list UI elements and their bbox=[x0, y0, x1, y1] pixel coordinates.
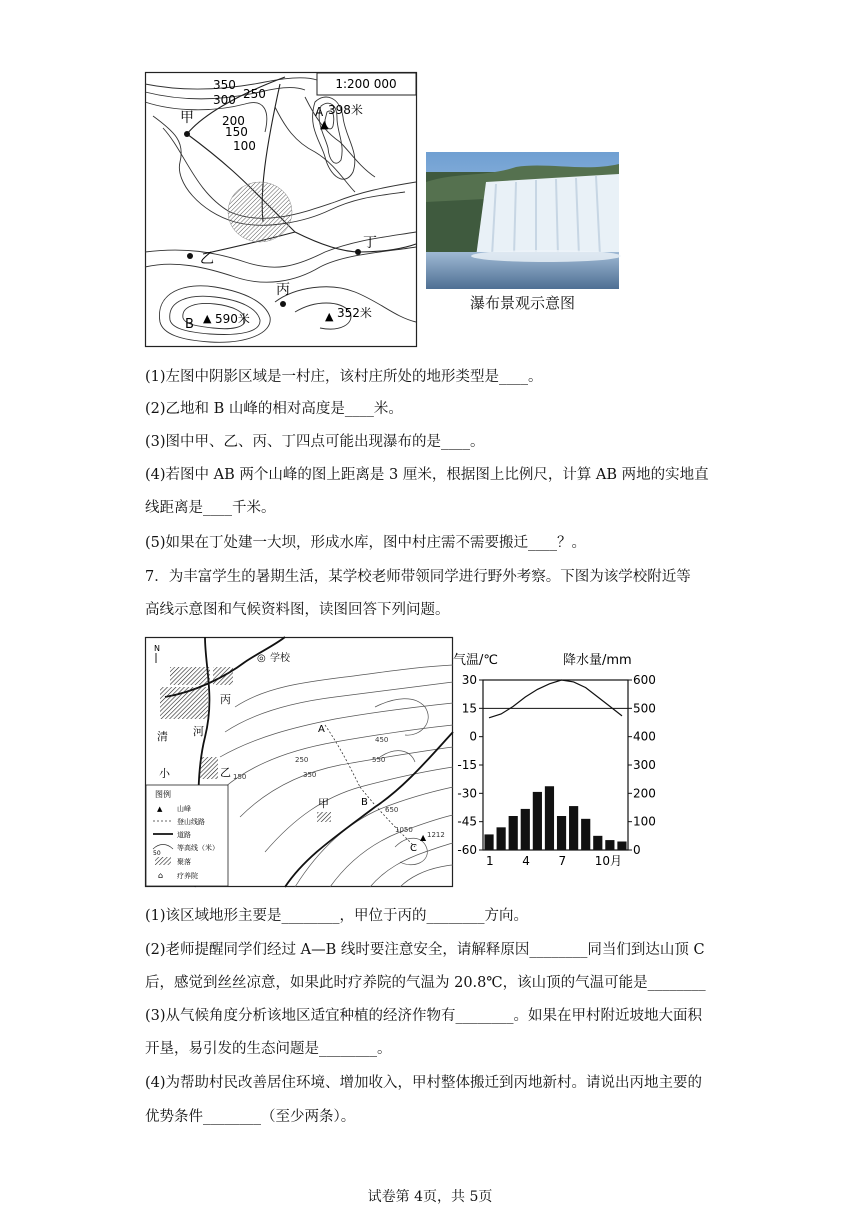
peak-a-icon: ▲ bbox=[320, 118, 329, 131]
temp-tick-label: 0 bbox=[469, 729, 477, 744]
contour-map-2 bbox=[145, 637, 453, 887]
temp-tick-label: -15 bbox=[457, 758, 477, 772]
point-yi-2: 乙 bbox=[220, 766, 231, 779]
point-bing: 丙 bbox=[276, 282, 290, 298]
precip-tick-label: 500 bbox=[633, 701, 656, 716]
temperature-line bbox=[489, 680, 622, 718]
contour-label: 300 bbox=[213, 93, 236, 107]
peak-b-height: 590米 bbox=[215, 312, 250, 326]
contour-label: 100 bbox=[233, 139, 256, 153]
point-ding: 丁 bbox=[363, 235, 377, 251]
q7-item: 后，感觉到丝丝凉意，如果此时疗养院的气温为 20.8℃，该山顶的气温可能是________ bbox=[145, 975, 706, 991]
waterfall-image bbox=[426, 152, 619, 289]
precip-bar bbox=[521, 809, 530, 850]
contour-label: 1212 bbox=[427, 831, 445, 839]
legend-item: 登山线路 bbox=[177, 818, 205, 826]
precip-tick-label: 600 bbox=[633, 673, 656, 687]
contour-label: 550 bbox=[372, 756, 386, 764]
precip-bar bbox=[509, 816, 518, 850]
precip-bar bbox=[484, 834, 493, 850]
point-jia-2: 甲 bbox=[318, 797, 329, 810]
contour-label: 250 bbox=[243, 87, 266, 101]
temp-tick-label: 30 bbox=[461, 673, 477, 687]
contour-label: 650 bbox=[385, 806, 399, 814]
legend-item: 道路 bbox=[177, 831, 191, 839]
legend-item: 山峰 bbox=[177, 805, 191, 813]
contour-map-1 bbox=[145, 72, 417, 347]
q6-item: (5)如果在丁处建一大坝，形成水库，图中村庄需不需要搬迁____？。 bbox=[145, 535, 587, 551]
q7-item: 优势条件________（至少两条）。 bbox=[145, 1109, 356, 1125]
precip-tick-label: 400 bbox=[633, 729, 656, 744]
school-label: 学校 bbox=[270, 653, 290, 664]
legend-item: 聚落 bbox=[177, 858, 191, 866]
legend-contour-value: 50 bbox=[153, 850, 161, 857]
waterfall-caption: 瀑布景观示意图 bbox=[469, 294, 575, 312]
river-label: 河 bbox=[193, 725, 204, 738]
q6-item: (4)若图中 AB 两个山峰的图上距离是 3 厘米，根据图上比例尺，计算 AB 两地的实地直 bbox=[145, 467, 709, 483]
q7-item: (1)该区域地形主要是________，甲位于丙的________方向。 bbox=[145, 908, 529, 924]
peak-c-icon: ▲ bbox=[325, 310, 334, 323]
point-yi: 乙 bbox=[200, 251, 214, 267]
q6-item: (3)图中甲、乙、丙、丁四点可能出现瀑布的是____。 bbox=[145, 434, 485, 450]
month-tick-label: 1 bbox=[486, 854, 494, 868]
precip-bar bbox=[569, 806, 578, 850]
precip-bar bbox=[497, 827, 506, 850]
precip-bar bbox=[533, 792, 542, 850]
temp-tick-label: -60 bbox=[457, 843, 477, 857]
plot-frame bbox=[483, 680, 628, 850]
precip-axis-label: 降水量/mm bbox=[563, 653, 632, 668]
school-icon: ◎ bbox=[257, 653, 266, 664]
route-c: C bbox=[410, 843, 417, 854]
q7-intro: 7．为丰富学生的暑期生活，某学校老师带领同学进行野外考察。下图为该学校附近等 bbox=[145, 569, 691, 585]
contour-label: 350 bbox=[213, 78, 236, 92]
q7-item: (2)老师提醒同学们经过 A—B 线时要注意安全，请解释原因________同当们到达山顶 C bbox=[145, 942, 705, 958]
scale-label: 1:200 000 bbox=[335, 77, 397, 91]
q7-item: (3)从气候角度分析该地区适宜种植的经济作物有________。如果在甲村附近坡地大面积 bbox=[145, 1008, 703, 1024]
q7-item: (4)为帮助村民改善居住环境、增加收入，甲村整体搬迁到丙地新村。请说出丙地主要的 bbox=[145, 1075, 703, 1091]
contour-label: 200 bbox=[222, 114, 245, 128]
legend-peak-icon: ▲ bbox=[157, 805, 163, 813]
peak-a-height: 398米 bbox=[328, 103, 363, 117]
contour-label: 150 bbox=[233, 773, 247, 781]
precip-bar bbox=[593, 836, 602, 850]
precip-bar bbox=[557, 816, 566, 850]
q7-item: 开垦，易引发的生态问题是________。 bbox=[145, 1041, 392, 1057]
climate-chart bbox=[448, 650, 656, 875]
route-b: B bbox=[361, 797, 368, 808]
precip-bar bbox=[605, 840, 614, 850]
precip-tick-label: 200 bbox=[633, 786, 656, 801]
precip-bar bbox=[581, 819, 590, 850]
q7-intro: 高线示意图和气候资料图，读图回答下列问题。 bbox=[145, 602, 450, 618]
precip-bar bbox=[617, 842, 626, 851]
river-label: 清 bbox=[157, 730, 168, 743]
legend-item: 疗养院 bbox=[177, 872, 198, 880]
precip-tick-label: 100 bbox=[633, 814, 656, 829]
month-tick-label: 7 bbox=[558, 854, 567, 868]
point-bing-2: 丙 bbox=[220, 693, 231, 706]
contour-label: 1050 bbox=[395, 826, 413, 834]
precip-bar bbox=[545, 786, 554, 850]
route-a: A bbox=[318, 724, 325, 735]
month-tick-label: 10月 bbox=[594, 854, 623, 868]
peak-b-icon: ▲ bbox=[203, 312, 212, 325]
q6-item: 线距离是____千米。 bbox=[145, 500, 276, 516]
temp-tick-label: -30 bbox=[457, 786, 477, 801]
contour-label: 250 bbox=[295, 756, 309, 764]
precip-tick-label: 0 bbox=[633, 843, 641, 857]
legend-title: 图例 bbox=[155, 790, 171, 799]
peak-icon: ▲ bbox=[420, 833, 427, 842]
north-arrow: N bbox=[154, 644, 160, 653]
contour-label: 350 bbox=[303, 771, 317, 779]
temp-axis-label: 气温/℃ bbox=[453, 653, 498, 668]
q6-item: (1)左图中阴影区域是一村庄，该村庄所处的地形类型是____。 bbox=[145, 369, 543, 385]
temp-tick-label: 15 bbox=[461, 701, 477, 716]
village-area bbox=[228, 182, 292, 242]
precip-tick-label: 300 bbox=[633, 758, 656, 772]
contour-label: 150 bbox=[225, 125, 248, 139]
page-footer: 试卷第 4页，共 5页 bbox=[367, 1189, 493, 1205]
peak-b-label: B bbox=[185, 317, 194, 332]
peak-c-height: 352米 bbox=[337, 306, 372, 320]
point-jia: 甲 bbox=[180, 110, 194, 126]
month-tick-label: 4 bbox=[522, 854, 530, 868]
temp-tick-label: -45 bbox=[457, 814, 477, 829]
sanatorium-icon: ⌂ bbox=[158, 871, 164, 880]
q6-item: (2)乙地和 B 山峰的相对高度是____米。 bbox=[145, 401, 403, 417]
river-label: 小 bbox=[159, 767, 170, 780]
legend-item: 等高线（米） bbox=[177, 844, 219, 852]
peak-a-label: A bbox=[315, 105, 324, 119]
contour-label: 450 bbox=[375, 736, 389, 744]
